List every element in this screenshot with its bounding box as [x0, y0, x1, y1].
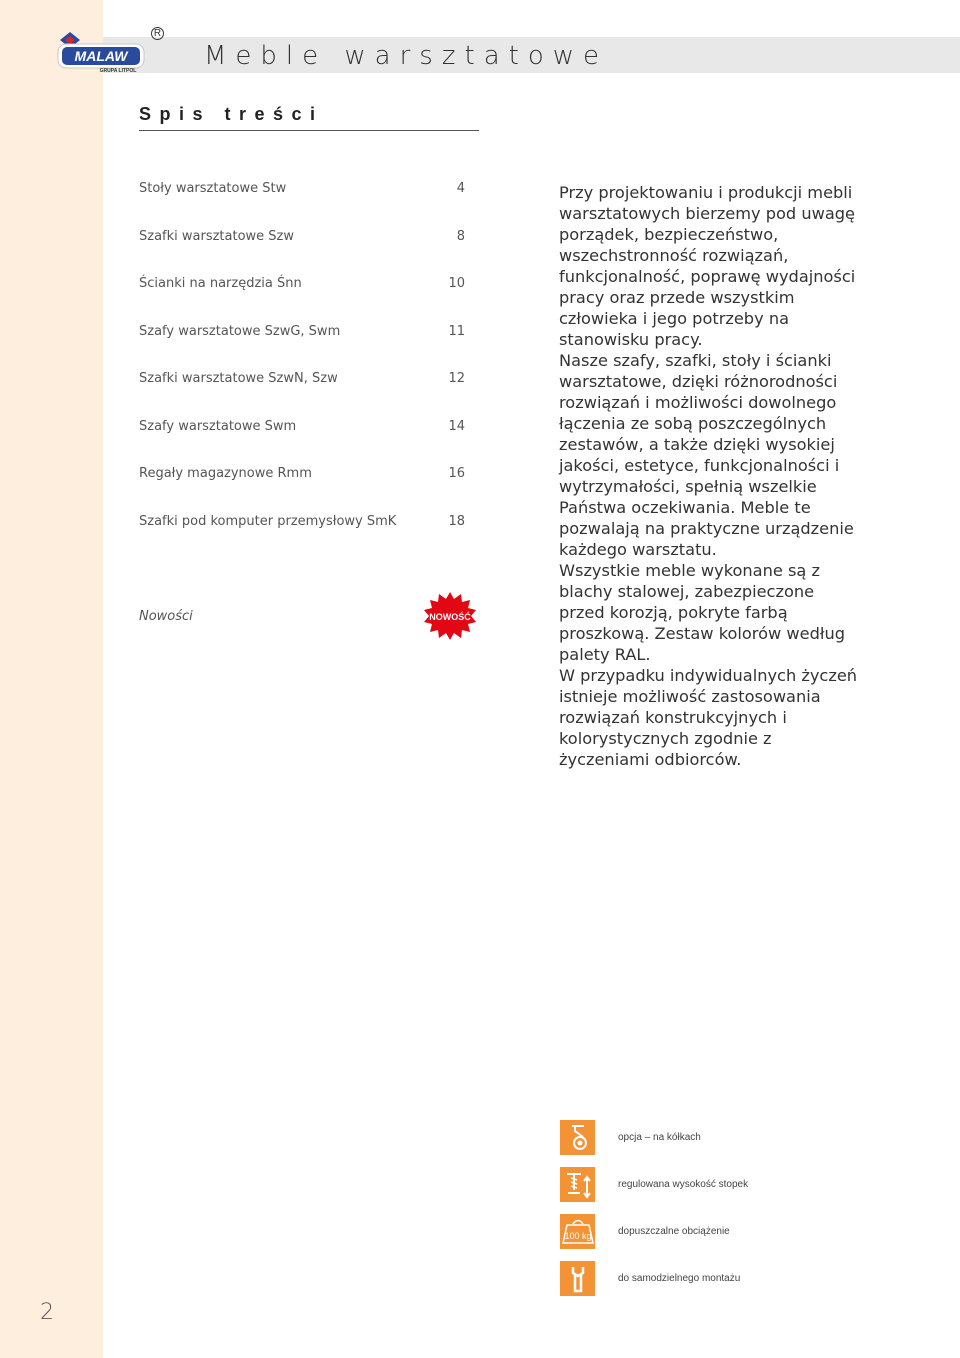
legend-item	[560, 1255, 748, 1302]
logo-text: MALAW	[74, 48, 128, 64]
toc-list	[139, 181, 465, 561]
toc-heading: Spis treści	[139, 104, 324, 124]
toc-item-page: 16	[448, 466, 465, 481]
toc-item[interactable]	[139, 276, 465, 324]
weight-capacity-icon	[560, 1214, 595, 1249]
intro-paragraph: W przypadku indywidualnych życzeń istnieje możliwość zastosowania rozwiązań konstrukcyjnych i kolorystycznych zgodnie z życzeniami odbiorców.	[559, 666, 858, 769]
toc-item[interactable]	[139, 229, 465, 277]
intro-paragraph: Wszystkie meble wykonane są z blachy stalowej, zabezpieczone przed korozją, pokryte farbą proszkową. Zestaw kolorów według palety RAL.	[559, 561, 845, 664]
new-starburst-badge	[423, 591, 477, 641]
toc-item[interactable]	[139, 371, 465, 419]
malaw-logo	[56, 30, 148, 74]
wrench-icon	[560, 1261, 595, 1296]
toc-item-page: 10	[448, 276, 465, 291]
toc-item-label: Ścianki na narzędzia Śnn	[139, 276, 302, 291]
legend-label: dopuszczalne obciążenie	[618, 1226, 730, 1237]
feature-legend	[560, 1114, 748, 1302]
page-number: 2	[40, 1300, 54, 1325]
toc-item[interactable]	[139, 514, 465, 562]
registered-mark: R	[151, 27, 164, 40]
toc-item-label: Regały magazynowe Rmm	[139, 466, 312, 481]
page-title: Meble warsztatowe	[204, 41, 608, 71]
new-badge-text: NOWOŚĆ	[429, 612, 471, 622]
toc-item-label: Szafy warsztatowe Swm	[139, 418, 297, 434]
toc-item[interactable]	[139, 324, 465, 372]
toc-item-label: Szafki warsztatowe Szw	[139, 228, 295, 244]
toc-item-label: Szafki pod komputer przemysłowy SmK	[139, 513, 397, 529]
adjustable-foot-icon	[560, 1167, 595, 1202]
toc-item[interactable]	[139, 181, 465, 229]
intro-paragraph: Nasze szafy, szafki, stoły i ścianki warsztatowe, dzięki różnorodności rozwiązań i możliwości dowolnego łączenia ze sobą poszczególnych zestawów, a także dzięki wysokiej jakości, estetyce, funkcjonalności i wytrzymałości, spełnią wszelkie Państwa oczekiwania. Meble te pozwalają na praktyczne urządzenie każdego warsztatu.	[559, 351, 854, 559]
legend-label: regulowana wysokość stopek	[618, 1179, 749, 1190]
caster-wheel-icon	[560, 1120, 595, 1155]
legend-label: do samodzielnego montażu	[618, 1273, 741, 1284]
toc-item-label: Stoły warsztatowe Stw	[139, 181, 287, 196]
logo-subtext: GRUPA LITPOL	[99, 68, 137, 74]
legend-item	[560, 1114, 748, 1161]
legend-item	[560, 1208, 748, 1255]
toc-divider	[139, 130, 479, 131]
weight-icon-text: 100 kg	[563, 1230, 592, 1241]
toc-item-page: 8	[456, 228, 465, 244]
legend-item	[560, 1161, 748, 1208]
legend-label: opcja – na kółkach	[618, 1132, 701, 1143]
toc-item[interactable]	[139, 419, 465, 467]
toc-item[interactable]	[139, 466, 465, 514]
toc-item-page: 4	[456, 181, 465, 196]
toc-item-page: 18	[448, 513, 465, 529]
side-strip	[0, 0, 103, 1358]
toc-item-page: 11	[448, 323, 465, 339]
intro-text	[559, 182, 859, 770]
toc-item-label: Szafki warsztatowe SzwN, Szw	[139, 371, 338, 386]
toc-item-label: Szafy warsztatowe SzwG, Swm	[139, 323, 341, 339]
toc-item-new-label[interactable]: Nowości	[139, 609, 193, 624]
toc-item-page: 12	[448, 371, 465, 386]
intro-paragraph: Przy projektowaniu i produkcji mebli warsztatowych bierzemy pod uwagę porządek, bezpieczeństwo, wszechstronność rozwiązań, funkcjonalność, poprawę wydajności pracy oraz przede wszystkim człowieka i jego potrzeby na stanowisku pracy.	[559, 183, 856, 349]
toc-item-page: 14	[448, 418, 465, 434]
